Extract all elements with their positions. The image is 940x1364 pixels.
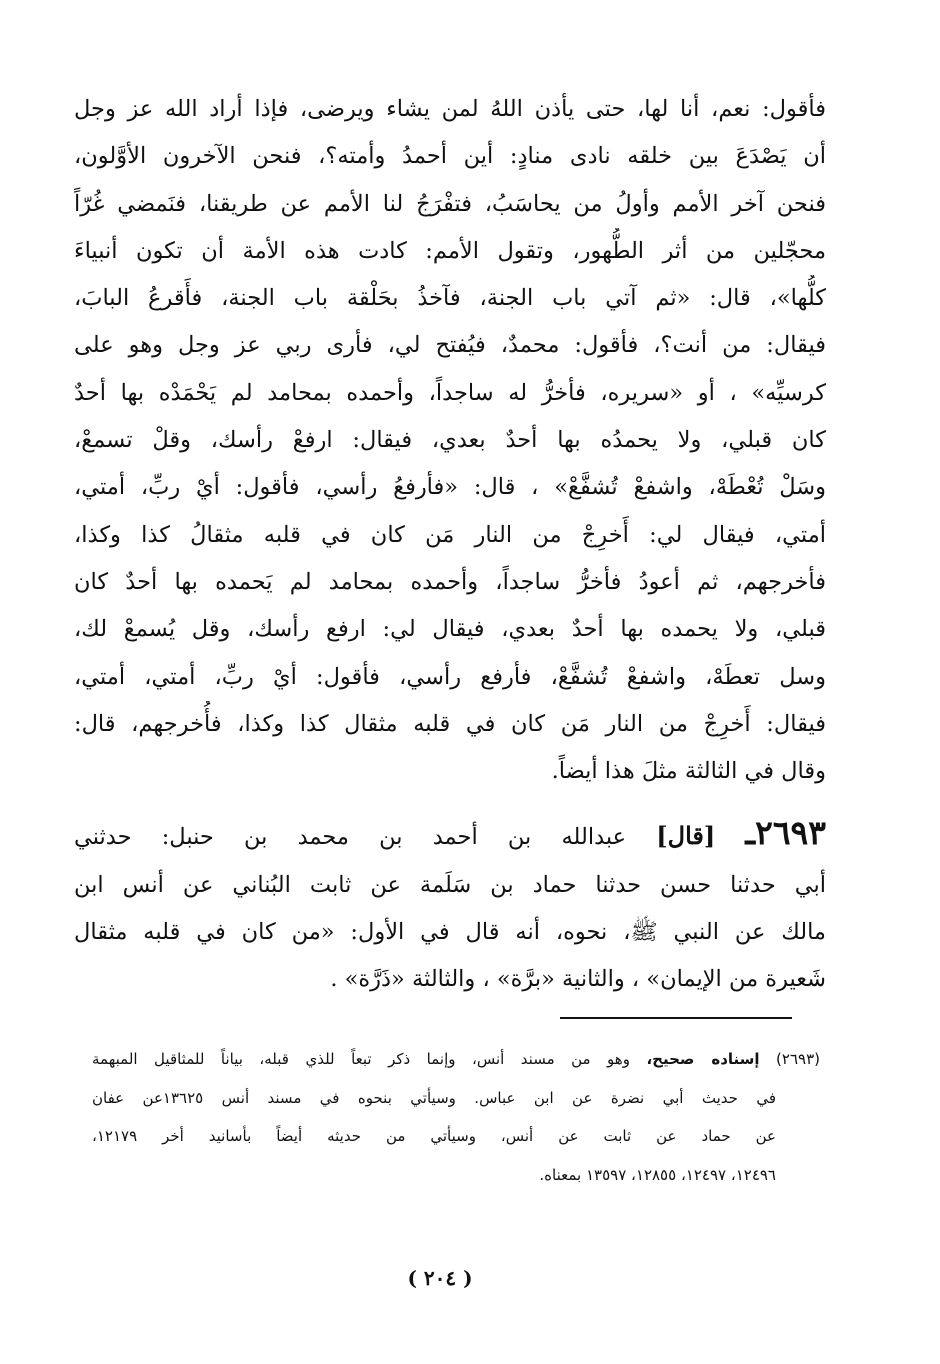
footnote-line: عن حماد عن ثابت عن أنس، وسيأتي من حديثه أيضاً بأسانيد أخر ١٢١٧٩، [92, 1127, 776, 1145]
hadith-first-line [74, 809, 826, 861]
hadith-line: مالك عن النبي ﷺ، نحوه، أنه قال في الأول: «من كان في قلبه مثقال [74, 919, 826, 946]
text-line: أن يَصْدَعَ بين خلقه نادى منادٍ: أين أحمدُ وأمته؟، فنحن الآخرون الأوَّلون، [74, 143, 826, 170]
hadith-first-line-text: عبدالله بن أحمد بن محمد بن حنبل: حدثني [74, 824, 627, 851]
text-line: وسل تعطَهْ، واشفعْ تُشفَّعْ، فأرفع رأسي، فأقول: أيْ ربِّ، أمتي، أمتي، [74, 663, 826, 690]
footnote-bold-label: إسناده صحيح، [646, 1050, 760, 1068]
text-line: كرسيِّه» ، أو «سريره، فأخرُّ له ساجداً، وأحمده بمحامد لم يَحْمَدْه بها أحدٌ [74, 379, 826, 406]
footnote-line: ١٢٤٩٦، ١٢٤٩٧، ١٢٨٥٥، ١٣٥٩٧ بمعناه. [539, 1165, 776, 1184]
text-line: كلُّها»، قال: «ثم آتي باب الجنة، فآخذُ بحَلْقة باب الجنة، فأَقرعُ البابَ، [74, 285, 826, 312]
hadith-line: أبي حدثنا حسن حدثنا حماد بن سَلَمة عن ثابت البُناني عن أنس ابن [74, 871, 826, 898]
text-line: فأقول: نعم، أنا لها، حتى يأذن اللهُ لمن يشاء ويرضى، فإذا أراد الله عز وجل [74, 96, 826, 122]
text-line: محجّلين من أثر الطُّهور، وتقول الأمم: كادت هذه الأمة أن تكون أنبياءَ [74, 237, 826, 264]
text-line: فنحن آخر الأمم وأولُ من يحاسَبُ، فتفْرَجُ لنا الأمم عن طريقنا، فنَمضي غُرّاً [74, 190, 826, 217]
footnote-ref: (٢٦٩٣) [776, 1050, 820, 1068]
footnote-divider [560, 1017, 792, 1019]
text-line: وسَلْ تُعْطَهْ، واشفعْ تُشفَّعْ» ، قال: «فأرفعُ رأسي، فأقول: أيْ ربِّ، أمتي، [74, 474, 826, 501]
hadith-line: شَعيرة من الإيمان» ، والثانية «برَّة» ، والثالثة «ذَرَّة» . [330, 966, 826, 993]
main-text-body [74, 86, 826, 1004]
text-line: فيقال: أَخرِجْ من النار مَن كان في قلبه مثقال كذا وكذا، فأُخرجهم، قال: [74, 710, 826, 737]
text-line: كان قبلي، ولا يحمدُه بها أحدٌ بعدي، فيقال: ارفعْ رأسك، وقلْ تسمعْ، [74, 427, 826, 454]
footnote-first-line [92, 1040, 820, 1079]
text-line: أمتي، فيقال لي: أَخرِجْ من النار مَن كان في قلبه مثقالُ كذا وكذا، [74, 521, 826, 548]
footnote-line: في حديث أبي نضرة عن ابن عباس. وسيأتي بنحوه في مسند أنس ١٣٦٢٥عن عفان [92, 1088, 776, 1107]
hadith-number: ٢٦٩٣ [755, 813, 826, 853]
hadith-dash: ـ [745, 813, 756, 853]
footnote [92, 1040, 820, 1194]
footnote-first-line-text: وهو من مسند أنس، وإنما ذكر تبعاً للذي قبله، بياناً للمثاقيل المبهمة [92, 1050, 630, 1068]
text-line: فيقال: من أنت؟، فأقول: محمدٌ، فيُفتح لي، فأرى ربي عز وجل وهو على [74, 332, 826, 359]
text-line: فأخرجهم، ثم أعودُ فأخرُّ ساجداً، وأحمده بمحامد لم يَحمده بها أحدٌ كان [74, 568, 826, 595]
hadith-2693 [74, 809, 826, 1003]
hadith-bracket-label: [قال] [656, 821, 716, 851]
page-number: ( ٢٠٤ ) [407, 1266, 473, 1290]
text-line: قبلي، ولا يحمده بها أحدٌ بعدي، فيقال لي: ارفع رأسك، وقل يُسمعْ لك، [74, 616, 826, 643]
text-line: وقال في الثالثة مثلَ هذا أيضاً. [551, 758, 826, 785]
